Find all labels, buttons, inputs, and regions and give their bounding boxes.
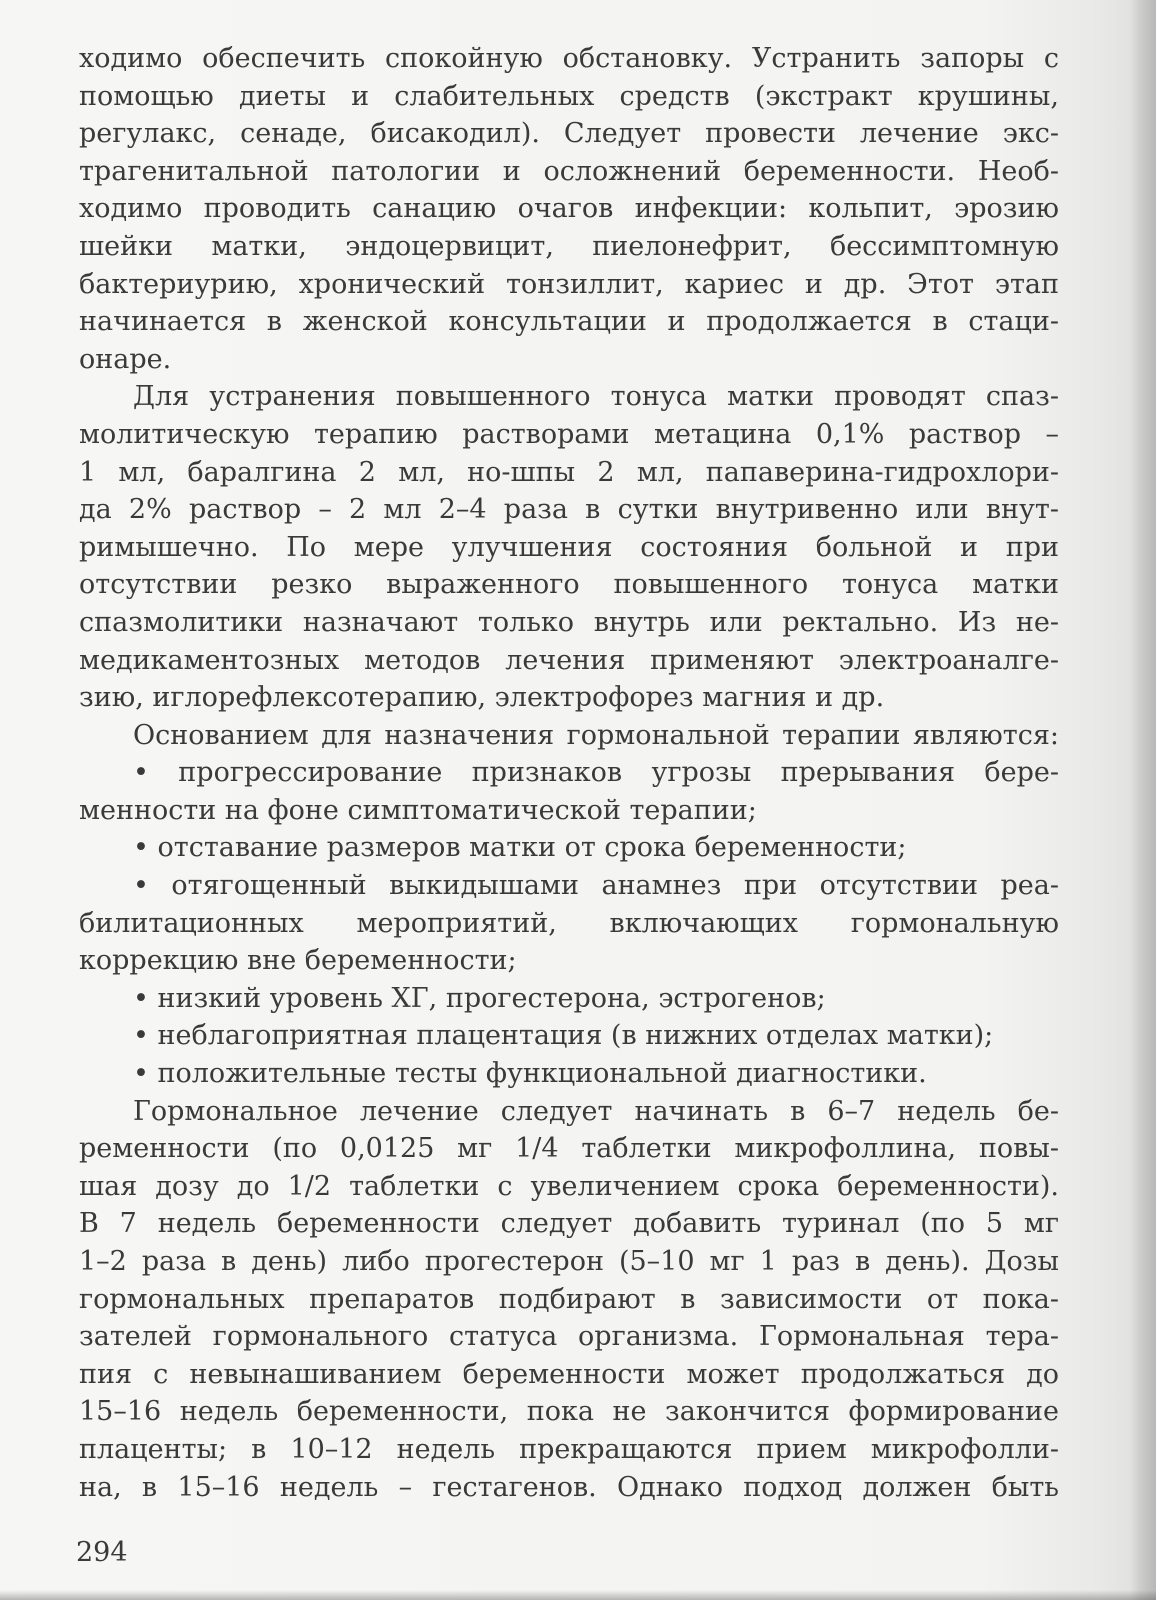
text-line: ременности (по 0,0125 мг 1/4 таблетки микрофоллина, повы- <box>79 1133 1059 1165</box>
text-line: 1–2 раза в день) либо прогестерон (5–10 мг 1 раз в день). Дозы <box>79 1246 1059 1277</box>
list-item-continuation: менности на фоне симптоматической терапии; <box>79 794 757 826</box>
text-line: Гормональное лечение следует начинать в 6–7 недель бе- <box>133 1095 1059 1127</box>
text-line: трагенитальной патологии и осложнений беременности. Необ- <box>79 155 1059 187</box>
text-line: В 7 недель беременности следует добавить туринал (по 5 мг <box>79 1208 1059 1240</box>
text-line: плаценты; в 10–12 недель прекращаются прием микрофолли- <box>79 1433 1059 1465</box>
text-line: регулакс, сенаде, бисакодил). Следует провести лечение экс- <box>79 118 1059 150</box>
list-item: • низкий уровень ХГ, прогестерона, эстрогенов; <box>133 982 826 1014</box>
text-line: помощью диеты и слабительных средств (экстракт крушины, <box>79 80 1059 112</box>
text-line: медикаментозных методов лечения применяют электроаналге- <box>79 644 1059 676</box>
text-line: ходимо проводить санацию очагов инфекции: кольпит, эрозию <box>79 193 1059 225</box>
page-body-text <box>79 40 1059 1506</box>
list-item-continuation: билитационных мероприятий, включающих гормональную <box>79 907 1059 939</box>
list-item: • отставание размеров матки от срока беременности; <box>133 832 907 864</box>
text-line: 1 мл, баралгина 2 мл, но-шпы 2 мл, папаверина-гидрохлори- <box>79 456 1059 488</box>
book-spine-shadow <box>1130 0 1156 1600</box>
text-line: ходимо обеспечить спокойную обстановку. Устранить запоры с <box>79 43 1059 74</box>
text-line: на, в 15–16 недель – гестагенов. Однако подход должен быть <box>79 1471 1059 1503</box>
text-line: гормональных препаратов подбирают в зависимости от пока- <box>79 1283 1059 1315</box>
text-line: зателей гормонального статуса организма. Гормональная тера- <box>79 1321 1059 1353</box>
text-line: онаре. <box>79 343 172 375</box>
page-number: 294 <box>76 1537 128 1568</box>
text-line: отсутствии резко выраженного повышенного тонуса матки <box>79 569 1059 601</box>
list-item: • неблагоприятная плацентация (в нижних отделах матки); <box>133 1020 994 1052</box>
list-item: • отягощенный выкидышами анамнез при отсутствии реа- <box>133 870 1059 902</box>
text-line: молитическую терапию растворами метацина 0,1% раствор – <box>79 418 1059 450</box>
text-line: Для устранения повышенного тонуса матки проводят спаз- <box>133 381 1059 413</box>
text-line: шейки матки, эндоцервицит, пиелонефрит, бессимптомную <box>79 230 1059 262</box>
page-bottom-edge <box>0 1590 1156 1600</box>
text-line: пия с невынашиванием беременности может продолжаться до <box>79 1358 1059 1390</box>
text-line: 15–16 недель беременности, пока не закончится формирование <box>79 1396 1059 1428</box>
text-line: начинается в женской консультации и продолжается в стаци- <box>79 306 1059 338</box>
list-item: • прогрессирование признаков угрозы прерывания бере- <box>133 757 1059 789</box>
text-line: шая дозу до 1/2 таблетки с увеличением срока беременности). <box>79 1170 1059 1202</box>
text-line: бактериурию, хронический тонзиллит, кариес и др. Этот этап <box>79 268 1059 300</box>
text-line: да 2% раствор – 2 мл 2–4 раза в сутки внутривенно или внут- <box>79 494 1059 526</box>
list-item-continuation: коррекцию вне беременности; <box>79 945 517 977</box>
text-line: зию, иглорефлексотерапию, электрофорез магния и др. <box>79 682 885 714</box>
list-item: • положительные тесты функциональной диагностики. <box>133 1058 927 1090</box>
text-line: спазмолитики назначают только внутрь или ректально. Из не- <box>79 606 1059 638</box>
text-line: римышечно. По мере улучшения состояния больной и при <box>79 531 1059 563</box>
text-line: Основанием для назначения гормональной терапии являются: <box>133 719 1059 751</box>
